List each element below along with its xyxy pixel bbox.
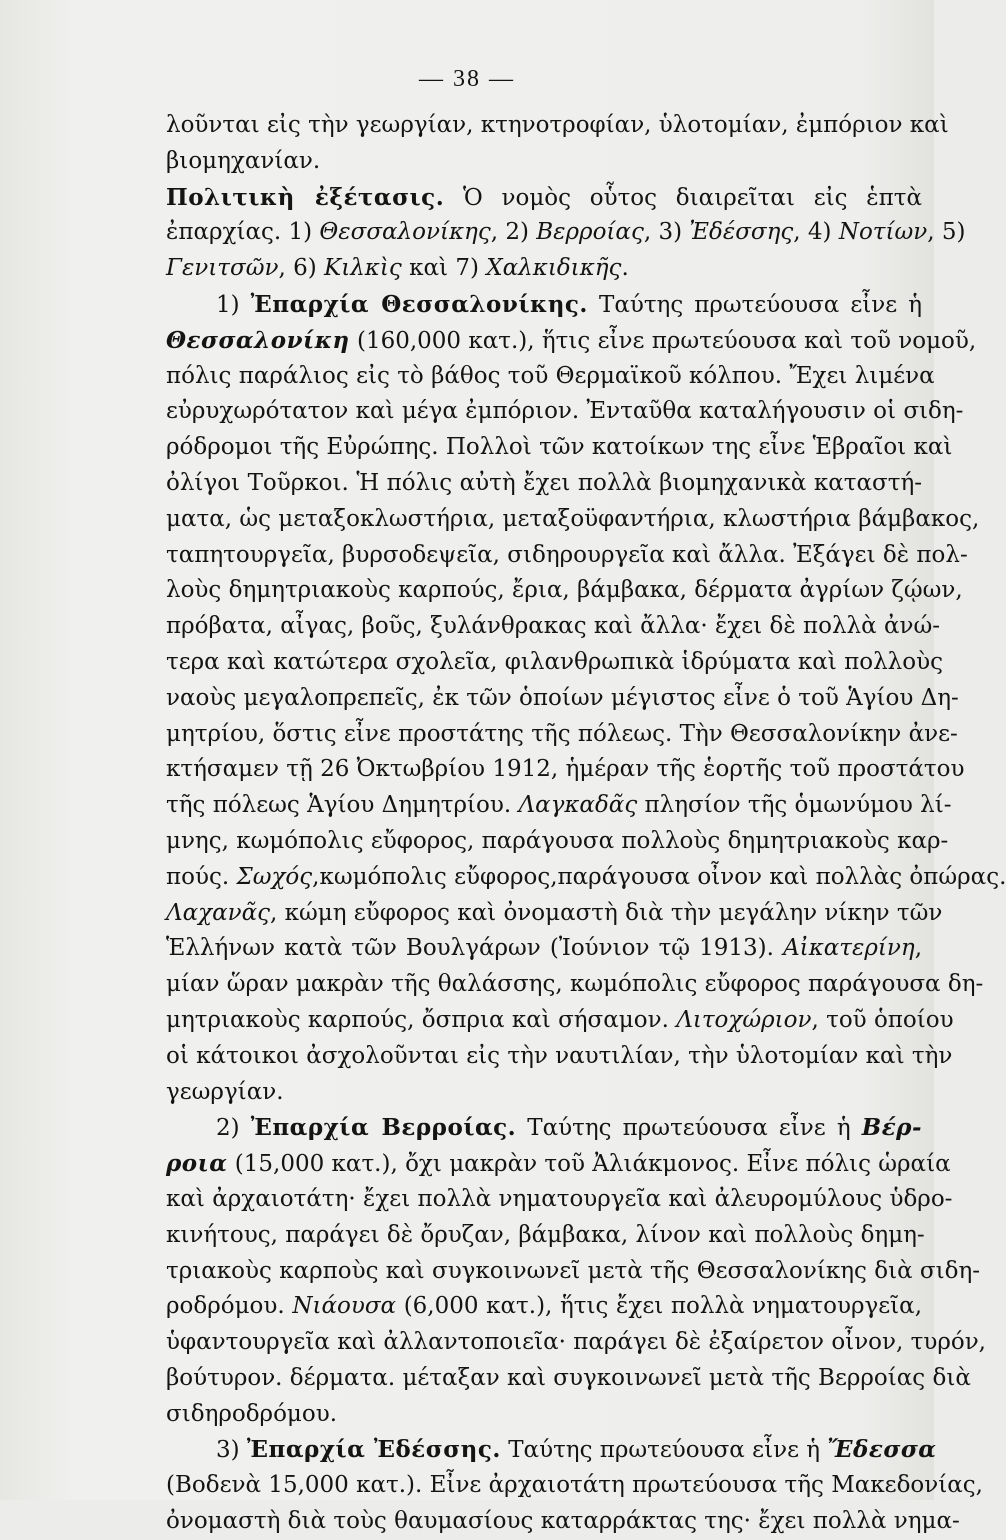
text-line xyxy=(166,215,966,251)
text-segment: μητρίου, ὅστις εἶνε προστάτης τῆς πόλεως. Τὴν Θεσσαλονίκην ἀνε- xyxy=(166,720,958,747)
text-segment: μητριακοὺς καρπούς, ὄσπρια καὶ σήσαμον. xyxy=(166,1006,677,1033)
text-segment: κινήτους, παράγει δὲ ὄρυζαν, βάμβακα, λίνον καὶ πολλοὺς δημη- xyxy=(166,1221,925,1248)
text-segment: Ταύτης πρωτεύουσα εἶνε ἡ xyxy=(516,1115,862,1142)
text-segment: Θεσσαλονίκη xyxy=(166,326,350,354)
text-segment: λοὺς δημητριακοὺς καρπούς, ἔρια, βάμβακα, δέρματα ἀγρίων ζῴων, xyxy=(166,577,963,604)
text-segment: Ὁ νομὸς οὗτος διαιρεῖται εἰς ἑπτὰ xyxy=(444,184,922,211)
text-segment: ροια xyxy=(166,1150,228,1178)
text-line xyxy=(166,1432,937,1468)
text-line xyxy=(166,1075,922,1111)
text-segment: ὀνομαστὴ διὰ τοὺς θαυμασίους καταρράκτας της· ἔχει πολλὰ νημα- xyxy=(166,1508,960,1535)
text-line xyxy=(166,967,984,1003)
text-segment: , 4) xyxy=(793,219,839,246)
text-segment: καὶ 7) xyxy=(401,255,487,282)
text-line xyxy=(166,609,940,645)
text-segment: Ταύτης πρωτεύουσα εἶνε ἡ xyxy=(587,291,923,318)
body-text xyxy=(166,108,1006,1540)
text-segment: Χαλκιδικῆς xyxy=(486,255,622,282)
text-segment: τριακοὺς καρποὺς καὶ συγκοινωνεῖ μετὰ τῆς Θεσσαλονίκης διὰ σιδη- xyxy=(166,1257,981,1284)
text-line xyxy=(166,144,922,180)
text-segment: ὑφαντουργεῖα καὶ ἀλλαντοποιεῖα· παράγει δὲ ἐξαίρετον οἶνον, τυρόν, xyxy=(166,1329,986,1356)
text-line xyxy=(166,788,952,824)
text-line xyxy=(166,717,958,753)
text-segment: πόλις παράλιος εἰς τὸ βάθος τοῦ Θερμαϊκοῦ κόλπου. Ἔχει λιμένα xyxy=(166,362,935,389)
text-line xyxy=(166,1504,960,1540)
text-line xyxy=(166,323,977,359)
text-segment: κτήσαμεν τῇ 26 Ὀκτωβρίου 1912, ἡμέραν τῆς ἑορτῆς τοῦ προστάτου xyxy=(166,756,965,783)
text-segment: μίαν ὥραν μακρὰν τῆς θαλάσσης, κωμόπολις εὔφορος παράγουσα δη- xyxy=(166,971,984,998)
text-line xyxy=(166,896,943,932)
text-segment: , 2) xyxy=(490,219,537,246)
text-segment: γεωργίαν. xyxy=(166,1078,284,1105)
page-number: — 38 — xyxy=(419,66,515,92)
text-segment: (160,000 κατ.), ἥτις εἶνε πρωτεύουσα καὶ τοῦ νομοῦ, xyxy=(349,327,977,354)
text-segment: λοῦνται εἰς τὴν γεωργίαν, κτηνοτροφίαν, ὑλοτομίαν, ἐμπόριον καὶ xyxy=(166,112,949,138)
text-segment: ὀλίγοι Τοῦρκοι. Ἡ πόλις αὐτὴ ἔχει πολλὰ βιομηχανικὰ καταστή- xyxy=(166,469,922,496)
text-segment: Γενιτσῶν xyxy=(166,255,279,282)
text-segment: Ἑλλήνων κατὰ τῶν Βουλγάρων (Ἰούνιον τῷ 1913). xyxy=(166,935,784,962)
text-segment: 3) xyxy=(216,1437,247,1464)
text-line xyxy=(166,1110,922,1146)
text-line xyxy=(166,860,1006,896)
text-line xyxy=(166,1003,954,1039)
text-segment: Ἔδεσσα xyxy=(827,1436,937,1464)
text-segment: (15,000 κατ.), ὄχι μακρὰν τοῦ Ἀλιάκμονος. Εἶνε πόλις ὡραία xyxy=(227,1151,951,1178)
text-line xyxy=(166,502,980,538)
text-segment: Βέρ- xyxy=(861,1114,923,1142)
text-line xyxy=(166,1397,922,1433)
text-line xyxy=(166,1468,983,1504)
text-segment: , κώμη εὔφορος καὶ ὀνομαστὴ διὰ τὴν μεγάλην νίκην τῶν xyxy=(270,899,943,926)
text-segment: πούς. xyxy=(166,863,237,890)
text-segment: Αἰκατερίνη xyxy=(783,935,915,962)
text-segment: τῆς πόλεως Ἁγίου Δημητρίου. xyxy=(166,792,519,819)
text-segment: ναοὺς μεγαλοπρεπεῖς, ἐκ τῶν ὁποίων μέγιστος εἶνε ὁ τοῦ Ἁγίου Δη- xyxy=(166,684,959,711)
text-segment: ταπητουργεῖα, βυρσοδεψεῖα, σιδηρουργεῖα καὶ ἄλλα. Ἐξάγει δὲ πολ- xyxy=(166,541,968,568)
text-segment: Λαγκαδᾶς xyxy=(518,792,638,819)
text-line xyxy=(166,394,964,430)
text-segment: , 6) xyxy=(278,255,325,282)
text-segment: μνης, κωμόπολις εὔφορος, παράγουσα πολλοὺς δημητριακοὺς καρ- xyxy=(166,827,949,854)
text-segment: Θεσσαλονίκης xyxy=(319,219,491,246)
text-segment: ροδρόμου. xyxy=(166,1293,293,1320)
text-segment: , 3) xyxy=(643,219,690,246)
text-line xyxy=(166,752,965,788)
text-line xyxy=(166,1254,981,1290)
text-segment: τερα καὶ κατώτερα σχολεῖα, φιλανθρωπικὰ ἱδρύματα καὶ πολλοὺς xyxy=(166,648,943,675)
text-segment: 1) xyxy=(216,291,251,318)
text-segment: Πολιτικὴ ἐξέτασις. xyxy=(166,183,445,211)
text-line xyxy=(166,251,922,287)
text-segment: , xyxy=(914,935,922,962)
text-segment: βιομηχανίαν. xyxy=(166,147,321,174)
text-line xyxy=(166,1182,953,1218)
text-segment: πρόβατα, αἶγας, βοῦς, ξυλάνθρακας καὶ ἄλλα· ἔχει δὲ πολλὰ ἀνώ- xyxy=(166,613,940,640)
text-segment: ἐπαρχίας. 1) xyxy=(166,219,320,246)
text-line xyxy=(166,1325,986,1361)
text-line xyxy=(166,1218,925,1254)
text-segment: βούτυρον. δέρματα. μέταξαν καὶ συγκοινωνεῖ μετὰ τῆς Βερροίας διὰ xyxy=(166,1364,971,1391)
text-segment: Νιάουσα xyxy=(292,1293,397,1320)
text-line xyxy=(166,573,963,609)
text-segment: σιδηροδρόμου. xyxy=(166,1400,338,1427)
text-segment: . xyxy=(621,255,629,282)
text-line xyxy=(166,359,935,395)
text-segment: Ταύτης πρωτεύουσα εἶνε ἡ xyxy=(500,1437,828,1464)
text-segment: Ἐδέσσης xyxy=(689,219,794,246)
text-segment: Βερροίας xyxy=(536,219,644,246)
text-line xyxy=(166,538,968,574)
text-line xyxy=(166,824,949,860)
text-segment: Λαχανᾶς xyxy=(166,899,271,926)
text-segment: καὶ ἀρχαιοτάτη· ἔχει πολλὰ νηματουργεῖα καὶ ἀλευρομύλους ὑδρο- xyxy=(166,1185,953,1212)
text-segment: (Βοδενὰ 15,000 κατ.). Εἶνε ἀρχαιοτάτη πρωτεύουσα τῆς Μακεδονίας, xyxy=(166,1472,983,1499)
text-segment: Ἐπαρχία Βερροίας. xyxy=(250,1114,517,1142)
text-line xyxy=(166,645,943,681)
text-segment: Σωχός xyxy=(236,863,313,890)
text-segment: ρόδρομοι τῆς Εὐρώπης. Πολλοὶ τῶν κατοίκων της εἶνε Ἑβραῖοι καὶ xyxy=(166,434,953,461)
text-line xyxy=(166,931,922,967)
text-line xyxy=(166,180,922,216)
text-line xyxy=(166,681,959,717)
text-line xyxy=(166,108,949,144)
text-segment: εὐρυχωρότατον καὶ μέγα ἐμπόριον. Ἐνταῦθα καταλήγουσιν οἱ σιδη- xyxy=(166,398,964,425)
text-segment: , τοῦ ὁποίου xyxy=(811,1006,954,1033)
text-line xyxy=(166,1361,971,1397)
text-line xyxy=(166,430,953,466)
text-segment: (6,000 κατ.), ἥτις ἔχει πολλὰ νηματουργεῖα, xyxy=(396,1293,923,1320)
text-segment: Κιλκὶς xyxy=(324,255,402,282)
text-line xyxy=(166,1039,953,1075)
text-segment: 2) xyxy=(216,1115,251,1142)
text-segment: πλησίον τῆς ὁμωνύμου λί- xyxy=(637,792,952,819)
text-segment: Ἐπαρχία Ἐδέσσης. xyxy=(246,1436,501,1464)
text-line xyxy=(166,1146,951,1182)
text-line xyxy=(166,287,922,323)
text-line xyxy=(166,466,922,502)
text-segment: ματα, ὡς μεταξοκλωστήρια, μεταξοϋφαντήρια, κλωστήρια βάμβακος, xyxy=(166,505,980,532)
text-line xyxy=(166,1289,922,1325)
text-segment: Νοτίων xyxy=(838,219,928,246)
text-segment: Λιτοχώριον xyxy=(676,1006,812,1033)
text-segment: οἱ κάτοικοι ἀσχολοῦνται εἰς τὴν ναυτιλίαν, τὴν ὑλοτομίαν καὶ τὴν xyxy=(166,1042,953,1069)
text-segment: , 5) xyxy=(927,219,966,246)
text-segment: Ἐπαρχία Θεσσαλονίκης. xyxy=(250,290,588,318)
text-segment: ,κωμόπολις εὔφορος,παράγουσα οἶνον καὶ πολλὰς ὀπώρας. xyxy=(312,863,1006,890)
